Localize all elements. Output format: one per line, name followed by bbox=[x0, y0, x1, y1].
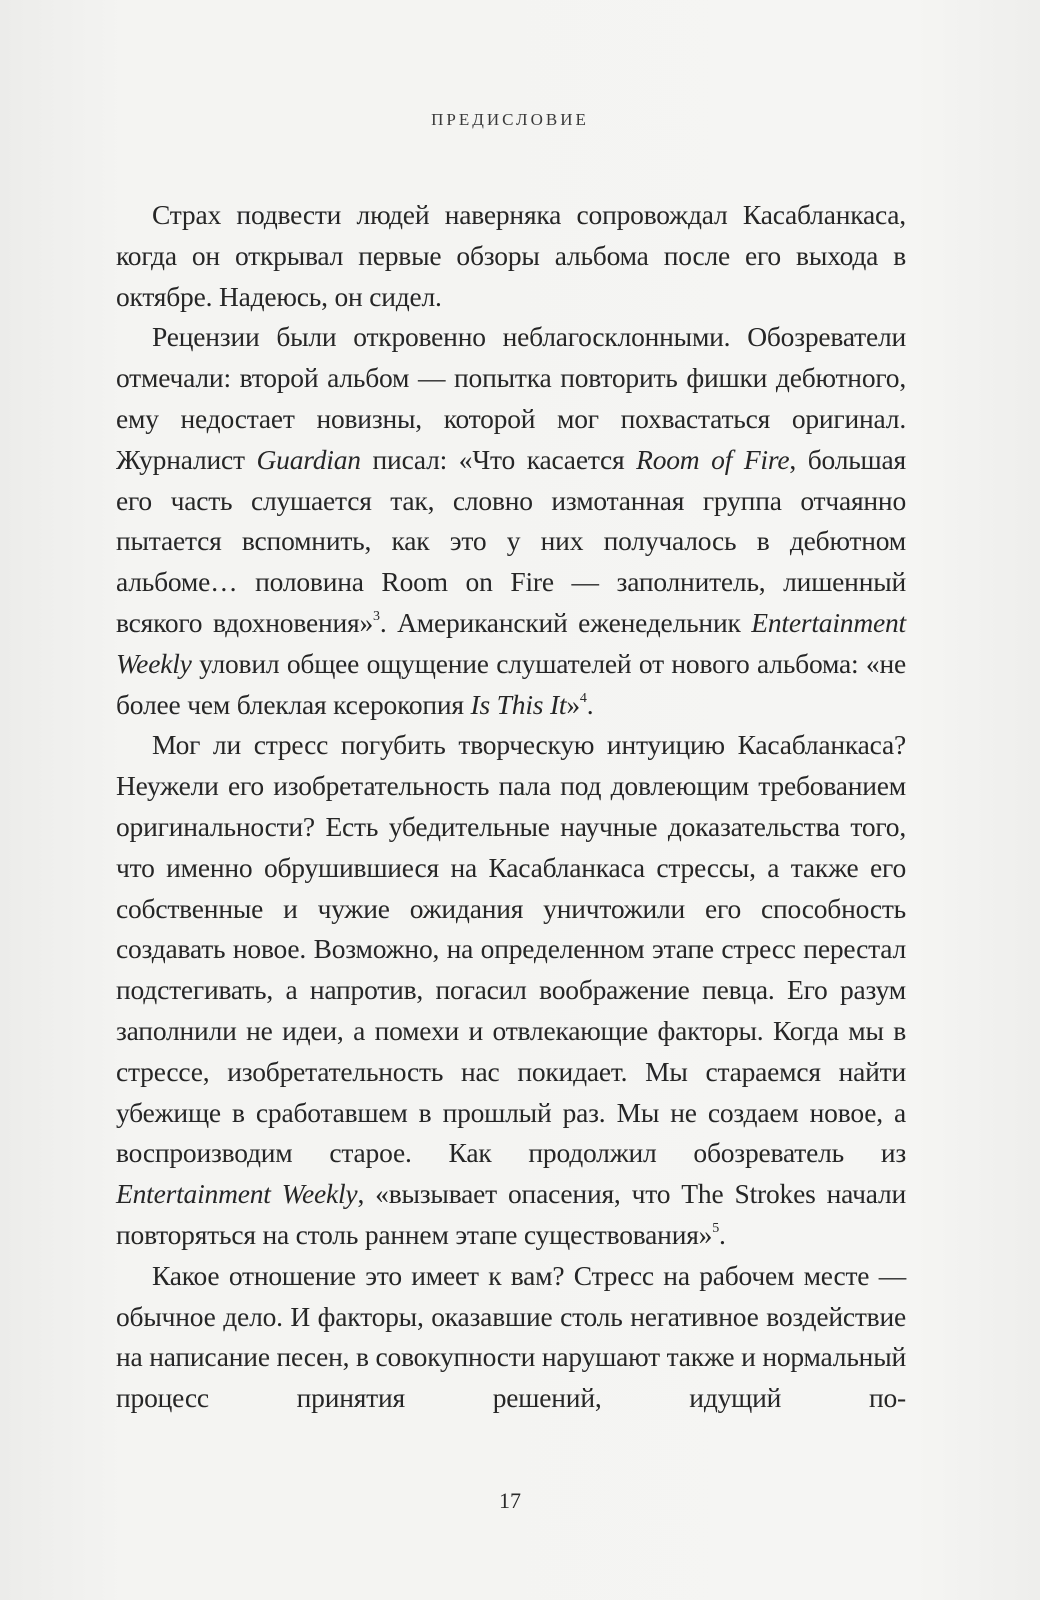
text-run: Рецензии были откровенно неблагосклонными. Обозреватели отмечали: второй альбом — попытка повторить фишки дебютного, ему недостает новизны, которой мог похвастаться оригинал. Журналист bbox=[116, 321, 906, 475]
text-run: Мог ли стресс погубить творческую интуицию Касабланкаса? Неужели его изобретательность пала под довлеющим требованием оригинальности? Есть убедительные научные доказательства того, что именно обрушившиеся на Касабланкаса стрессы, а также его собственные и чужие ожидания уничтожили его способность создавать новое. Возможно, на определенном этапе стресс перестал подстегивать, а напротив, погасил воображение певца. Его разум заполнили не идеи, а помехи и отвлекающие факторы. Когда мы в стрессе, изобретательность нас покидает. Мы стараемся найти убежище в сработавшем в прошлый раз. Мы не создаем новое, а воспроизводим старое. Как продолжил обозреватель из bbox=[116, 729, 906, 1169]
paragraph-1: Страх подвести людей наверняка сопровождал Касабланкаса, когда он открывал первые обзоры альбома после его выхода в октябре. Надеюсь, он сидел. bbox=[116, 199, 906, 312]
page-number: 17 bbox=[499, 1488, 521, 1513]
footnote-marker: 5 bbox=[712, 1220, 720, 1236]
italic-run: Entertainment Weekly bbox=[116, 1178, 358, 1210]
text-run: » bbox=[566, 688, 580, 720]
footnote-marker: 4 bbox=[579, 690, 587, 706]
paragraph-3 bbox=[116, 725, 906, 1255]
italic-run: Guardian bbox=[256, 443, 361, 475]
paragraph-4: Какое отношение это имеет к вам? Стресс на рабочем месте — обычное дело. И факторы, оказавшие столь негативное воздействие на написание песен, в совокупности нарушают также и нормальный процесс принятия решений, идущий по- bbox=[116, 1259, 906, 1414]
text-run: уловил общее ощущение слушателей от нового альбома: «не более чем блеклая ксерокопия bbox=[116, 647, 906, 720]
text-run: , большая его часть слушается так, словно измотанная группа отчаянно пытается вспомнить, как это у них получалось в дебютном альбоме… половина Room on Fire — заполнитель, лишенный всякого вдохновения» bbox=[116, 443, 906, 638]
text-run: . Американский еженедельник bbox=[379, 606, 752, 638]
paragraph-2 bbox=[116, 317, 906, 725]
text-run: писал: «Что касается bbox=[360, 443, 637, 475]
page-body bbox=[116, 195, 906, 1419]
italic-run: Is This It bbox=[470, 688, 567, 720]
footnote-marker: 3 bbox=[373, 608, 380, 624]
italic-run: Room of Fire bbox=[636, 443, 790, 475]
italic-run: Entertainment Weekly bbox=[116, 606, 906, 679]
text-run: . bbox=[719, 1218, 726, 1250]
running-title: ПРЕДИСЛОВИЕ bbox=[431, 110, 589, 129]
text-run: . bbox=[586, 688, 594, 720]
text-run: , «вызывает опасения, что The Strokes начали повторяться на столь раннем этапе существования» bbox=[116, 1178, 906, 1250]
